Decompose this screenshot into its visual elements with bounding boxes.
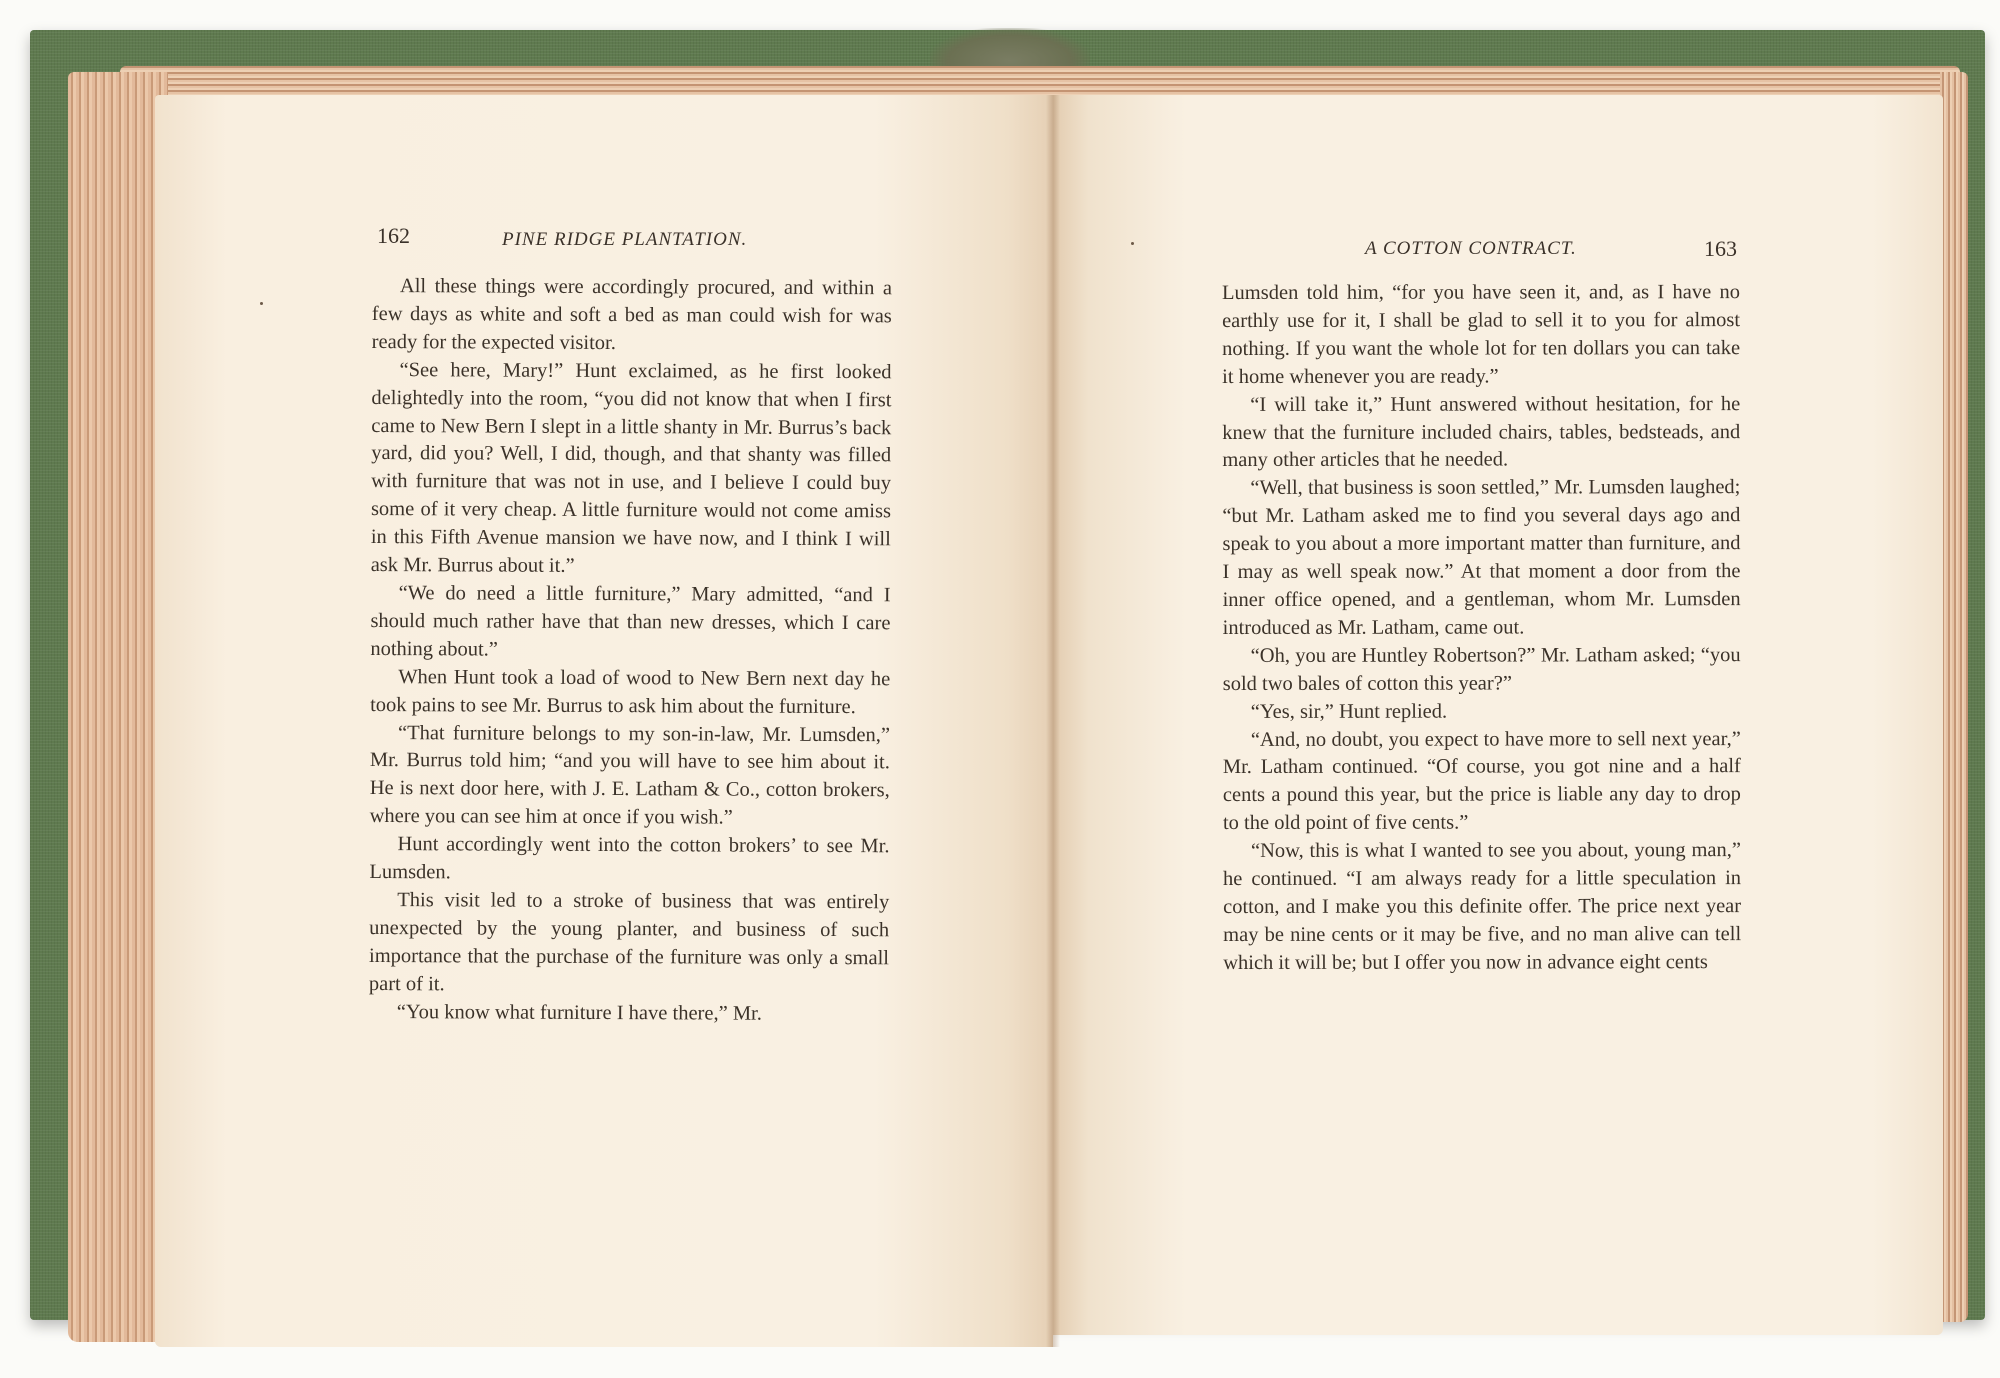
paragraph: “Oh, you are Huntley Robertson?” Mr. Latham asked; “you sold two bales of cotton this year?”: [1222, 643, 1741, 695]
paragraph: “Well, that business is soon settled,” Mr. Lumsden laughed; “but Mr. Latham asked me to find you several days ago and speak to you about a more important matter than furniture, and I may as well speak now.” At that moment a door from the inner office opened, and a gentleman, whom Mr. Lumsden introduced as Mr. Latham, came out.: [1222, 476, 1741, 639]
paragraph: “Now, this is what I wanted to see you about, young man,” he continued. “I am always ready for a little speculation in cotton, and I make you this definite offer. The price next year may be nine cents or it may be five, and no man alive can tell which it will be; but I offer you now in advance eight cents: [1223, 839, 1742, 974]
paragraph: “And, no doubt, you expect to have more to sell next year,” Mr. Latham continued. “Of course, you got nine and a half cents a pound this year, but the price is liable any day to drop to the old point of five cents.”: [1222, 727, 1741, 835]
left-page-number: 162: [377, 223, 410, 248]
paragraph: When Hunt took a load of wood to New Bern next day he took pains to see Mr. Burrus to ask him about the furniture.: [370, 665, 891, 718]
left-page-text: [369, 273, 892, 1029]
paragraph: “That furniture belongs to my son-in-law, Mr. Lumsden,” Mr. Burrus told him; “and you will have to see him about it. He is next door here, with J. E. Latham & Co., cotton brokers, where you can see him at once if you wish.”: [369, 721, 891, 829]
paragraph: “Yes, sir,” Hunt replied.: [1250, 700, 1448, 723]
paper-speck: [1131, 242, 1134, 245]
paragraph: This visit led to a stroke of business that was entirely unexpected by the young planter, and business of such importance that the purchase of the furniture was only a small part of it.: [368, 889, 890, 995]
right-page-text: [1222, 279, 1741, 978]
paragraph: “You know what furniture I have there,” Mr.: [396, 1000, 762, 1025]
right-page-number: 163: [1704, 236, 1737, 261]
paragraph: “I will take it,” Hunt answered without hesitation, for he knew that the furniture included chairs, tables, bedsteads, and many other articles that he needed.: [1222, 392, 1741, 472]
paragraph: “We do need a little furniture,” Mary admitted, “and I should much rather have that than new dresses, which I care nothing about.”: [370, 582, 891, 661]
continued-paragraph: Lumsden told him, “for you have seen it, and, as I have no earthly use for it, I shall be glad to sell it to you for almost nothing. If you want the whole lot for ten dollars you can take it home whenever you are ready.”: [1222, 281, 1741, 388]
page-edges-left: [68, 72, 168, 1342]
paper-speck: [260, 302, 263, 305]
page-edges-right: [1940, 72, 1968, 1322]
book-gutter: [1046, 95, 1060, 1347]
paragraph: Hunt accordingly went into the cotton brokers’ to see Mr. Lumsden.: [369, 833, 890, 884]
paragraph: “See here, Mary!” Hunt exclaimed, as he first looked delightedly into the room, “you did not know that when I first came to New Bern I slept in a little shanty in Mr. Burrus’s back yard, did you? Well, I did, though, and that shanty was filled with furniture that was not in use, and I believe I could buy some of it very cheap. A little furniture would not come amiss in this Fifth Avenue mansion we have now, and I think I will ask Mr. Burrus about it.”: [370, 358, 892, 577]
paragraph: All these things were accordingly procured, and within a few days as white and soft a bed as man could wish for was ready for the expected visitor.: [371, 275, 892, 354]
right-running-title: A COTTON CONTRACT.: [1365, 238, 1577, 259]
left-running-title: PINE RIDGE PLANTATION.: [502, 229, 748, 250]
